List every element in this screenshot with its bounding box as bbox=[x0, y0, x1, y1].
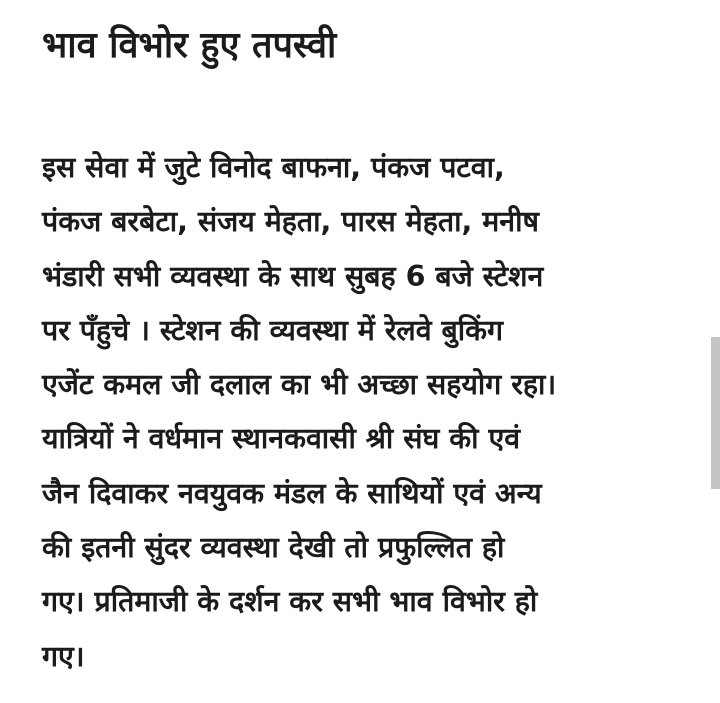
body-line: यात्रियों ने वर्धमान स्थानकवासी श्री संघ की एवं bbox=[42, 422, 521, 456]
body-line: पर पँहुचे । स्टेशन की व्यवस्था में रेलवे बुकिंग bbox=[42, 313, 504, 347]
article-body bbox=[42, 141, 702, 684]
article-headline: भाव विभोर हुए तपस्वी bbox=[42, 25, 337, 66]
body-line: पंकज बरबेटा, संजय मेहता, पारस मेहता, मनीष bbox=[42, 205, 539, 239]
body-line: जैन दिवाकर नवयुवक मंडल के साथियों एवं अन्य bbox=[42, 476, 542, 510]
body-line: की इतनी सुंदर व्यवस्था देखी तो प्रफुल्लित हो bbox=[42, 531, 505, 565]
body-line: एजेंट कमल जी दलाल का भी अच्छा सहयोग रहा। bbox=[42, 368, 557, 402]
body-line: इस सेवा में जुटे विनोद बाफना, पंकज पटवा, bbox=[42, 151, 505, 184]
body-line: गए। bbox=[42, 639, 85, 673]
body-line: गए। प्रतिमाजी के दर्शन कर सभी भाव विभोर हो bbox=[42, 585, 538, 619]
body-line: भंडारी सभी व्यवस्था के साथ सुबह 6 बजे स्टेशन bbox=[42, 259, 544, 293]
scrollbar-thumb[interactable] bbox=[711, 337, 720, 489]
